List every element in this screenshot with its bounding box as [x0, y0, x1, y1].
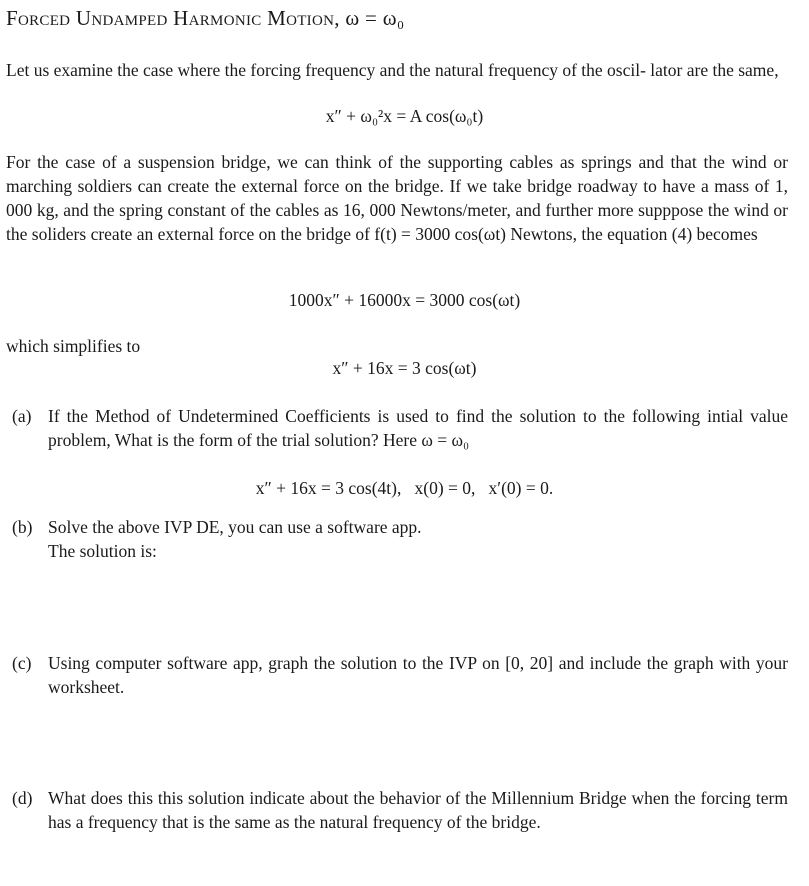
part-d-label: (d)	[12, 788, 33, 808]
page-title	[6, 6, 404, 31]
part-c-text: Using computer software app, graph the solution to the IVP on [0, 20] and include the graph with your worksheet.	[48, 653, 788, 697]
part-b	[12, 515, 788, 563]
title-math: ω = ω₀	[345, 6, 405, 30]
equation-ivp: x″ + 16x = 3 cos(4t), x(0) = 0, x′(0) = 0.	[255, 478, 554, 498]
part-b-solution-label: The solution is:	[48, 541, 157, 561]
part-a-label: (a)	[12, 406, 32, 426]
simplifies-text: which simplifies to	[6, 336, 141, 356]
bridge-paragraph: For the case of a suspension bridge, we can think of the supporting cables as springs and that the wind or marching soldiers can create the external force on the bridge. If we take bridge roadway to have a mass of 1, 000 kg, and the spring constant of the cables as 16, 000 Newtons/meter, and further more supppose the wind or the soliders create an external force on the bridge of f(t) = 3000 cos(ωt) Newtons, the equation (4) becomes	[6, 152, 788, 244]
part-d-text: What does this this solution indicate about the behavior of the Millennium Bridge when the forcing term has a frequency that is the same as the natural frequency of the bridge.	[48, 788, 788, 832]
part-b-text: Solve the above IVP DE, you can use a software app.	[48, 517, 422, 537]
equation-simplified: x″ + 16x = 3 cos(ωt)	[332, 358, 477, 378]
equation-natural-forcing: x″ + ω₀²x = A cos(ω₀t)	[325, 106, 484, 126]
part-c-label: (c)	[12, 653, 32, 673]
part-a-text: If the Method of Undetermined Coefficients is used to find the solution to the following intial value problem, What is the form of the trial solution? Here ω = ω₀	[48, 406, 788, 450]
part-a	[12, 404, 788, 452]
part-d	[12, 786, 788, 834]
equation-bridge: 1000x″ + 16000x = 3000 cos(ωt)	[288, 290, 521, 310]
part-c	[12, 651, 788, 699]
title-text: Forced Undamped Harmonic Motion,	[6, 6, 340, 30]
part-b-label: (b)	[12, 517, 33, 537]
intro-paragraph: Let us examine the case where the forcing frequency and the natural frequency of the oscil- lator are the same,	[6, 60, 779, 80]
